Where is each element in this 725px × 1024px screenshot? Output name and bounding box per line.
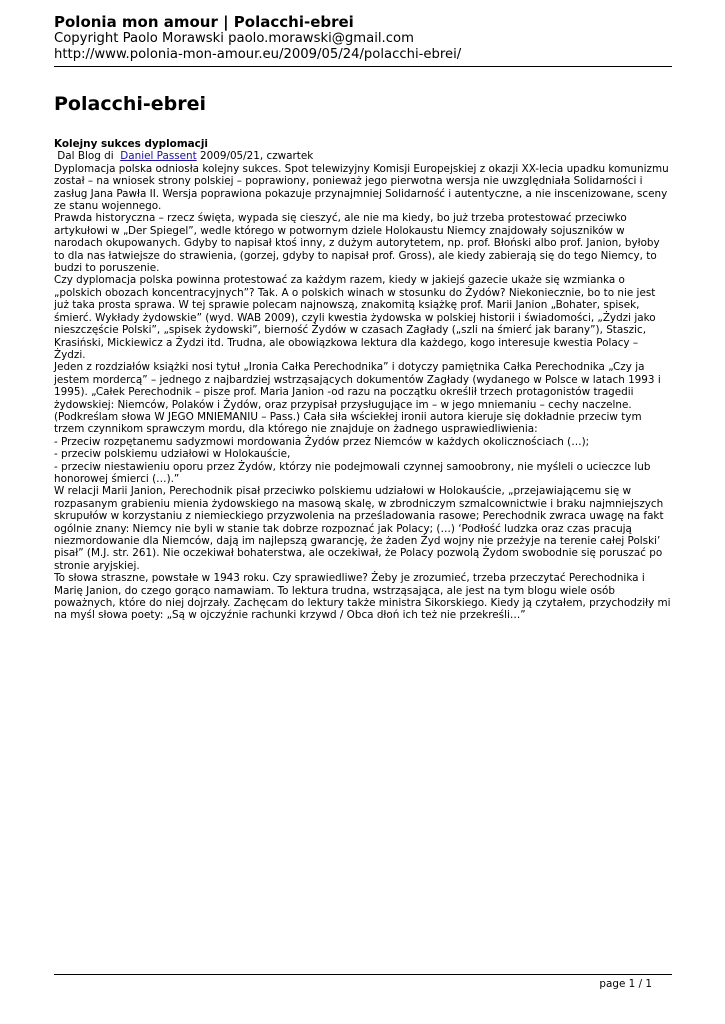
page-number: page 1 / 1 bbox=[599, 978, 652, 990]
article-meta bbox=[54, 150, 672, 162]
article-body bbox=[54, 138, 672, 622]
meta-prefix: Dal Blog di bbox=[54, 150, 117, 163]
article-subtitle: Kolejny sukces dyplomacji bbox=[54, 138, 208, 150]
author-link[interactable]: Daniel Passent bbox=[120, 150, 197, 163]
list-item: - Przeciw rozpętanemu sadyzmowi mordowania Żydów przez Niemców w każdych okolicznościach (…); bbox=[54, 435, 590, 448]
paragraph: Prawda historyczna – rzecz święta, wypada się cieszyć, ale nie ma kiedy, bo już trzeba protestować przeciwko artykułowi w „Der Spiegel”, wedle którego w potwornym dziele Holokaustu Niemcy znajdowały sojuszników w narodach okupowanych. Gdyby to napisał ktoś inny, z dużym autorytetem, np. prof. Błoński albo prof. Janion, byłoby to dla nas łatwiejsze do strawienia, (gorzej, gdyby to napisał prof. Gross), ale kiedy zabierają się do tego Niemcy, to budzi to poruszenie. bbox=[54, 212, 660, 275]
list-item: - przeciw polskiemu udziałowi w Holokauście, bbox=[54, 448, 291, 461]
paragraph: Czy dyplomacja polska powinna protestować za każdym razem, kiedy w jakiejś gazecie ukaże się wzmianka o „polskich obozach koncentracyjnych”? Tak. A o polskich winach w stosunku do Żydów? Niekoniecznie, bo to nie jest już taka prosta sprawa. W tej sprawie polecam najnowszą, znakomitą książkę prof. Marii Janion „Bohater, spisek, śmierć. Wykłady żydowskie” (wyd. WAB 2009), czyli kwestia żydowska w polskiej historii i świadomości, „Żydzi jako nieszczęście Polski”, „spisek żydowski”, bierność Żydów w czasach Zagłady („szli na śmierć jak barany”), Staszic, Krasiński, Mickiewicz a Żydzi itd. Trudna, ale obowiązkowa lektura dla każdego, kogo interesuje kwestia Polacy – Żydzi. bbox=[54, 274, 656, 361]
paragraph: Jeden z rozdziałów książki nosi tytuł „Ironia Całka Perechodnika” i dotyczy pamiętnika Całka Perechodnika „Czy ja jestem mordercą” – jednego z najbardziej wstrząsających dokumentów Zagłady (wydanego w Polsce w latach 1993 i 1995). „Całek Perechodnik – pisze prof. Maria Janion -od razu na początku określił trzech protagonistów tragedii żydowskiej: Niemców, Polaków i Żydów, oraz przypisał przysługujące im – w jego mniemaniu – cechy naczelne. (Podkreślam słowa W JEGO MNIEMANIU – Pass.) Cała siła wściekłej ironii autora kieruje się dokładnie przeciw tym trzem czynnikom sprawczym mordu, dla którego nie znajduje on żadnego usprawiedliwienia: bbox=[54, 361, 661, 436]
paragraph: Dyplomacja polska odniosła kolejny sukces. Spot telewizyjny Komisji Europejskiej z okazji XX-lecia upadku komunizmu został – na wniosek strony polskiej – poprawiony, ponieważ jego pierwotna wersja nie uwzględniała Solidarności i zasług Jana Pawła II. Wersja poprawiona pokazuje przynajmniej Solidarność i autentyczne, a nie inscenizowane, sceny ze stanu wojennego. bbox=[54, 162, 669, 213]
list-item: - przeciw niestawieniu oporu przez Żydów, którzy nie podejmowali czynnej samoobrony, nie myśleli o ucieczce lub honorowej śmierci (…).” bbox=[54, 460, 651, 485]
copyright-line: Copyright Paolo Morawski paolo.morawski@gmail.com bbox=[54, 31, 414, 46]
meta-date: 2009/05/21, czwartek bbox=[196, 150, 314, 163]
paragraph: W relacji Marii Janion, Perechodnik pisał przeciwko polskiemu udziałowi w Holokauście, „przejawiającemu się w rozpasanym grabieniu mienia żydowskiego na masową skalę, w zbrodniczym szmalcownictwie i braku najmniejszych skrupułów w korzystaniu z niemieckiego przyzwolenia na prześladowania rasowe; Perechodnik zwraca uwagę na fakt ogólnie znany: Niemcy nie byli w stanie tak dobrze rozpoznać jak Polacy; (…) ‘Podłość ludzka oraz czas pracują niezmordowanie dla Niemców, dają im najlepszą gwarancję, że żaden Żyd wojny nie przeżyje na terenie całej Polski’ pisał” (M.J. str. 261). Nie oczekiwał bohaterstwa, ale oczekiwał, że Polacy pozwolą Żydom swobodnie się poruszać po stronie aryjskiej. bbox=[54, 485, 664, 572]
paragraph: To słowa straszne, powstałe w 1943 roku. Czy sprawiedliwe? Żeby je zrozumieć, trzeba przeczytać Perechodnika i Marię Janion, do czego gorąco namawiam. To lektura trudna, wstrząsająca, ale jest na tym blogu wiele osób poważnych, które do niej dojrzały. Zachęcam do lektury także ministra Sikorskiego. Kiedy ją czytałem, przychodziły mi na myśl słowa poety: „Są w ojczyźnie rachunki krzywd / Obca dłoń ich też nie przekreśli…” bbox=[54, 572, 671, 622]
source-url: http://www.polonia-mon-amour.eu/2009/05/24/polacchi-ebrei/ bbox=[54, 47, 462, 62]
document-header bbox=[54, 14, 672, 63]
article-title: Polacchi-ebrei bbox=[54, 93, 207, 115]
header-divider bbox=[54, 66, 672, 67]
footer-divider bbox=[54, 974, 672, 975]
site-title: Polonia mon amour | Polacchi-ebrei bbox=[54, 13, 354, 31]
